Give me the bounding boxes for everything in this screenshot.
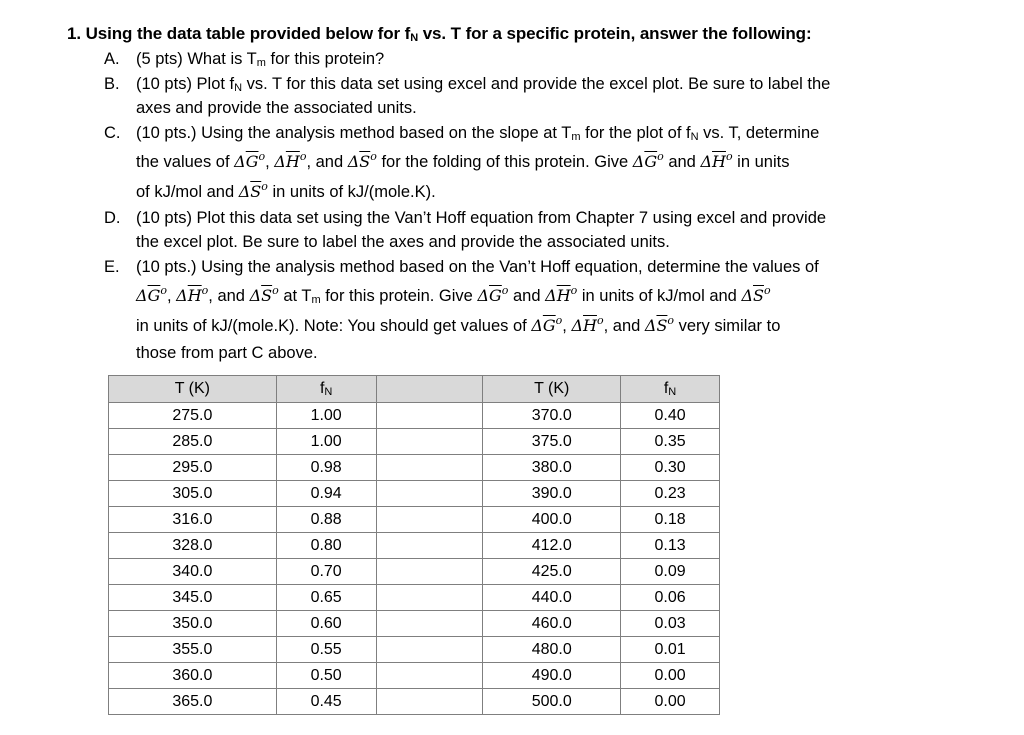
- temperature-cell: 440.0: [483, 585, 621, 611]
- temperature-cell: 460.0: [483, 611, 621, 637]
- text: , and: [306, 153, 348, 171]
- spacer-cell: [376, 663, 483, 689]
- text: very similar to: [674, 317, 781, 335]
- spacer-cell: [376, 481, 483, 507]
- table-row: [109, 533, 720, 559]
- header-spacer: [376, 376, 483, 403]
- delta-h-symbol: $\Delta\overline{H}^o$: [571, 314, 604, 335]
- fraction-native-cell: 1.00: [276, 403, 376, 429]
- temperature-cell: 316.0: [109, 507, 277, 533]
- fraction-native-cell: 0.40: [621, 403, 720, 429]
- table-row: [109, 637, 720, 663]
- delta-s-symbol: $\Delta\overline{S}^o$: [249, 284, 279, 305]
- item-d-line-1: (10 pts) Plot this data set using the Van’t Hoff equation from Chapter 7 using excel and provide: [136, 209, 827, 227]
- fraction-native-cell: 0.88: [276, 507, 376, 533]
- fraction-native-cell: 0.30: [621, 455, 720, 481]
- fraction-native-cell: 0.50: [276, 663, 376, 689]
- temperature-cell: 390.0: [483, 481, 621, 507]
- temperature-cell: 275.0: [109, 403, 277, 429]
- text: in units of kJ/(mole.K).: [267, 183, 436, 201]
- item-e-line-3: [136, 316, 780, 336]
- table-row: [109, 689, 720, 715]
- item-letter: D.: [104, 209, 121, 227]
- header-fraction-native: $f_N$: [621, 376, 720, 403]
- text: in units: [732, 153, 790, 171]
- subscript-n: N: [690, 131, 699, 143]
- temperature-cell: 340.0: [109, 559, 277, 585]
- temperature-cell: 328.0: [109, 533, 277, 559]
- delta-g-symbol: $\Delta\overline{G}^o$: [477, 284, 509, 305]
- header-fraction-native: $f_N$: [276, 376, 376, 403]
- text: (5 pts) What is T: [136, 50, 257, 68]
- temperature-cell: 380.0: [483, 455, 621, 481]
- text: ,: [562, 317, 572, 335]
- item-b-line-1: [136, 75, 830, 94]
- fraction-native-cell: 0.65: [276, 585, 376, 611]
- temperature-cell: 500.0: [483, 689, 621, 715]
- text: for the plot of f: [580, 124, 691, 142]
- fraction-native-cell: 0.80: [276, 533, 376, 559]
- delta-s-symbol: $\Delta\overline{S}^o$: [347, 150, 377, 171]
- spacer-cell: [376, 585, 483, 611]
- text: vs. T, determine: [698, 124, 820, 142]
- spacer-cell: [376, 637, 483, 663]
- text: ,: [166, 287, 177, 305]
- data-table: [108, 375, 720, 715]
- item-e-line-1: (10 pts.) Using the analysis method based on the Van’t Hoff equation, determine the values of: [136, 258, 819, 276]
- temperature-cell: 285.0: [109, 429, 277, 455]
- text: , and: [208, 287, 250, 305]
- fraction-native-cell: 0.06: [621, 585, 720, 611]
- delta-g-symbol: $\Delta\overline{G}^o$: [531, 314, 563, 335]
- text: ,: [265, 153, 275, 171]
- spacer-cell: [376, 689, 483, 715]
- temperature-cell: 350.0: [109, 611, 277, 637]
- fraction-native-cell: 0.35: [621, 429, 720, 455]
- subscript-m: m: [311, 294, 321, 306]
- table-row: [109, 429, 720, 455]
- spacer-cell: [376, 429, 483, 455]
- temperature-cell: 375.0: [483, 429, 621, 455]
- fraction-native-cell: 0.01: [621, 637, 720, 663]
- temperature-cell: 305.0: [109, 481, 277, 507]
- delta-h-symbol: $\Delta\overline{H}^o$: [545, 284, 578, 305]
- temperature-cell: 412.0: [483, 533, 621, 559]
- question-title-pre: Using the data table provided below for f: [85, 24, 411, 43]
- fraction-native-cell: 0.94: [276, 481, 376, 507]
- temperature-cell: 425.0: [483, 559, 621, 585]
- delta-s-symbol: $\Delta\overline{S}^o$: [741, 284, 771, 305]
- question-number: 1.: [67, 24, 81, 43]
- fraction-native-cell: 0.60: [276, 611, 376, 637]
- temperature-cell: 355.0: [109, 637, 277, 663]
- table-row: [109, 455, 720, 481]
- header-temperature: T (K): [483, 376, 621, 403]
- fraction-native-cell: 0.03: [621, 611, 720, 637]
- fraction-native-cell: 0.45: [276, 689, 376, 715]
- spacer-cell: [376, 559, 483, 585]
- item-c-line-3: [136, 182, 436, 202]
- spacer-cell: [376, 507, 483, 533]
- fraction-native-cell: 1.00: [276, 429, 376, 455]
- header-temperature: T (K): [109, 376, 277, 403]
- subscript-m: m: [571, 131, 581, 143]
- text: vs. T for this data set using excel and provide the excel plot. Be sure to label the: [242, 75, 831, 93]
- item-a-line-1: [136, 50, 384, 69]
- item-b-line-2: axes and provide the associated units.: [136, 99, 417, 117]
- temperature-cell: 370.0: [483, 403, 621, 429]
- text: and: [663, 153, 701, 171]
- temperature-cell: 365.0: [109, 689, 277, 715]
- spacer-cell: [376, 403, 483, 429]
- text: , and: [603, 317, 645, 335]
- temperature-cell: 360.0: [109, 663, 277, 689]
- text: (10 pts.) Using the analysis method based on the slope at T: [136, 124, 572, 142]
- text: for this protein?: [265, 50, 385, 68]
- text: in units of kJ/mol and: [577, 287, 742, 305]
- question-title-post: vs. T for a specific protein, answer the following:: [418, 24, 812, 43]
- text: (10 pts) Plot f: [136, 75, 235, 93]
- table-header-row: [109, 376, 720, 403]
- text: of kJ/mol and: [136, 183, 239, 201]
- delta-s-symbol: $\Delta\overline{S}^o$: [644, 314, 675, 335]
- item-letter: A.: [104, 50, 120, 68]
- text: the values of: [136, 153, 235, 171]
- table-row: [109, 663, 720, 689]
- delta-g-symbol: $\Delta\overline{G}^o$: [136, 284, 167, 305]
- fraction-native-cell: 0.23: [621, 481, 720, 507]
- temperature-cell: 295.0: [109, 455, 277, 481]
- fraction-native-cell: 0.00: [621, 689, 720, 715]
- subscript-n: N: [410, 32, 419, 44]
- delta-g-symbol: $\Delta\overline{G}^o$: [632, 150, 664, 171]
- text: for this protein. Give: [320, 287, 478, 305]
- delta-s-symbol: $\Delta\overline{S}^o$: [238, 180, 268, 201]
- text: and: [508, 287, 546, 305]
- temperature-cell: 400.0: [483, 507, 621, 533]
- spacer-cell: [376, 611, 483, 637]
- item-letter: B.: [104, 75, 120, 93]
- spacer-cell: [376, 533, 483, 559]
- temperature-cell: 480.0: [483, 637, 621, 663]
- text: at T: [278, 287, 312, 305]
- subscript-n: N: [234, 82, 243, 94]
- fraction-native-cell: 0.13: [621, 533, 720, 559]
- text: in units of kJ/(mole.K). Note: You should get values of: [136, 317, 532, 335]
- temperature-cell: 490.0: [483, 663, 621, 689]
- fraction-native-cell: 0.98: [276, 455, 376, 481]
- item-letter: E.: [104, 258, 120, 276]
- table-row: [109, 585, 720, 611]
- item-letter: C.: [104, 124, 121, 142]
- delta-h-symbol: $\Delta\overline{H}^o$: [700, 150, 733, 171]
- fraction-native-cell: 0.18: [621, 507, 720, 533]
- item-c-line-1: [136, 124, 819, 143]
- fraction-native-cell: 0.00: [621, 663, 720, 689]
- table-row: [109, 481, 720, 507]
- table-row: [109, 403, 720, 429]
- fraction-native-cell: 0.55: [276, 637, 376, 663]
- delta-h-symbol: $\Delta\overline{H}^o$: [176, 284, 209, 305]
- question-heading: [67, 24, 812, 44]
- delta-h-symbol: $\Delta\overline{H}^o$: [274, 150, 307, 171]
- delta-g-symbol: $\Delta\overline{G}^o$: [234, 150, 266, 171]
- item-c-line-2: [136, 152, 789, 172]
- spacer-cell: [376, 455, 483, 481]
- subscript-m: m: [256, 57, 266, 69]
- item-e-line-2: [136, 286, 771, 306]
- fraction-native-cell: 0.70: [276, 559, 376, 585]
- temperature-cell: 345.0: [109, 585, 277, 611]
- table-row: [109, 611, 720, 637]
- item-e-line-4: those from part C above.: [136, 344, 318, 362]
- fraction-native-cell: 0.09: [621, 559, 720, 585]
- table-row: [109, 559, 720, 585]
- table-row: [109, 507, 720, 533]
- item-d-line-2: the excel plot. Be sure to label the axes and provide the associated units.: [136, 233, 670, 251]
- text: for the folding of this protein. Give: [376, 153, 633, 171]
